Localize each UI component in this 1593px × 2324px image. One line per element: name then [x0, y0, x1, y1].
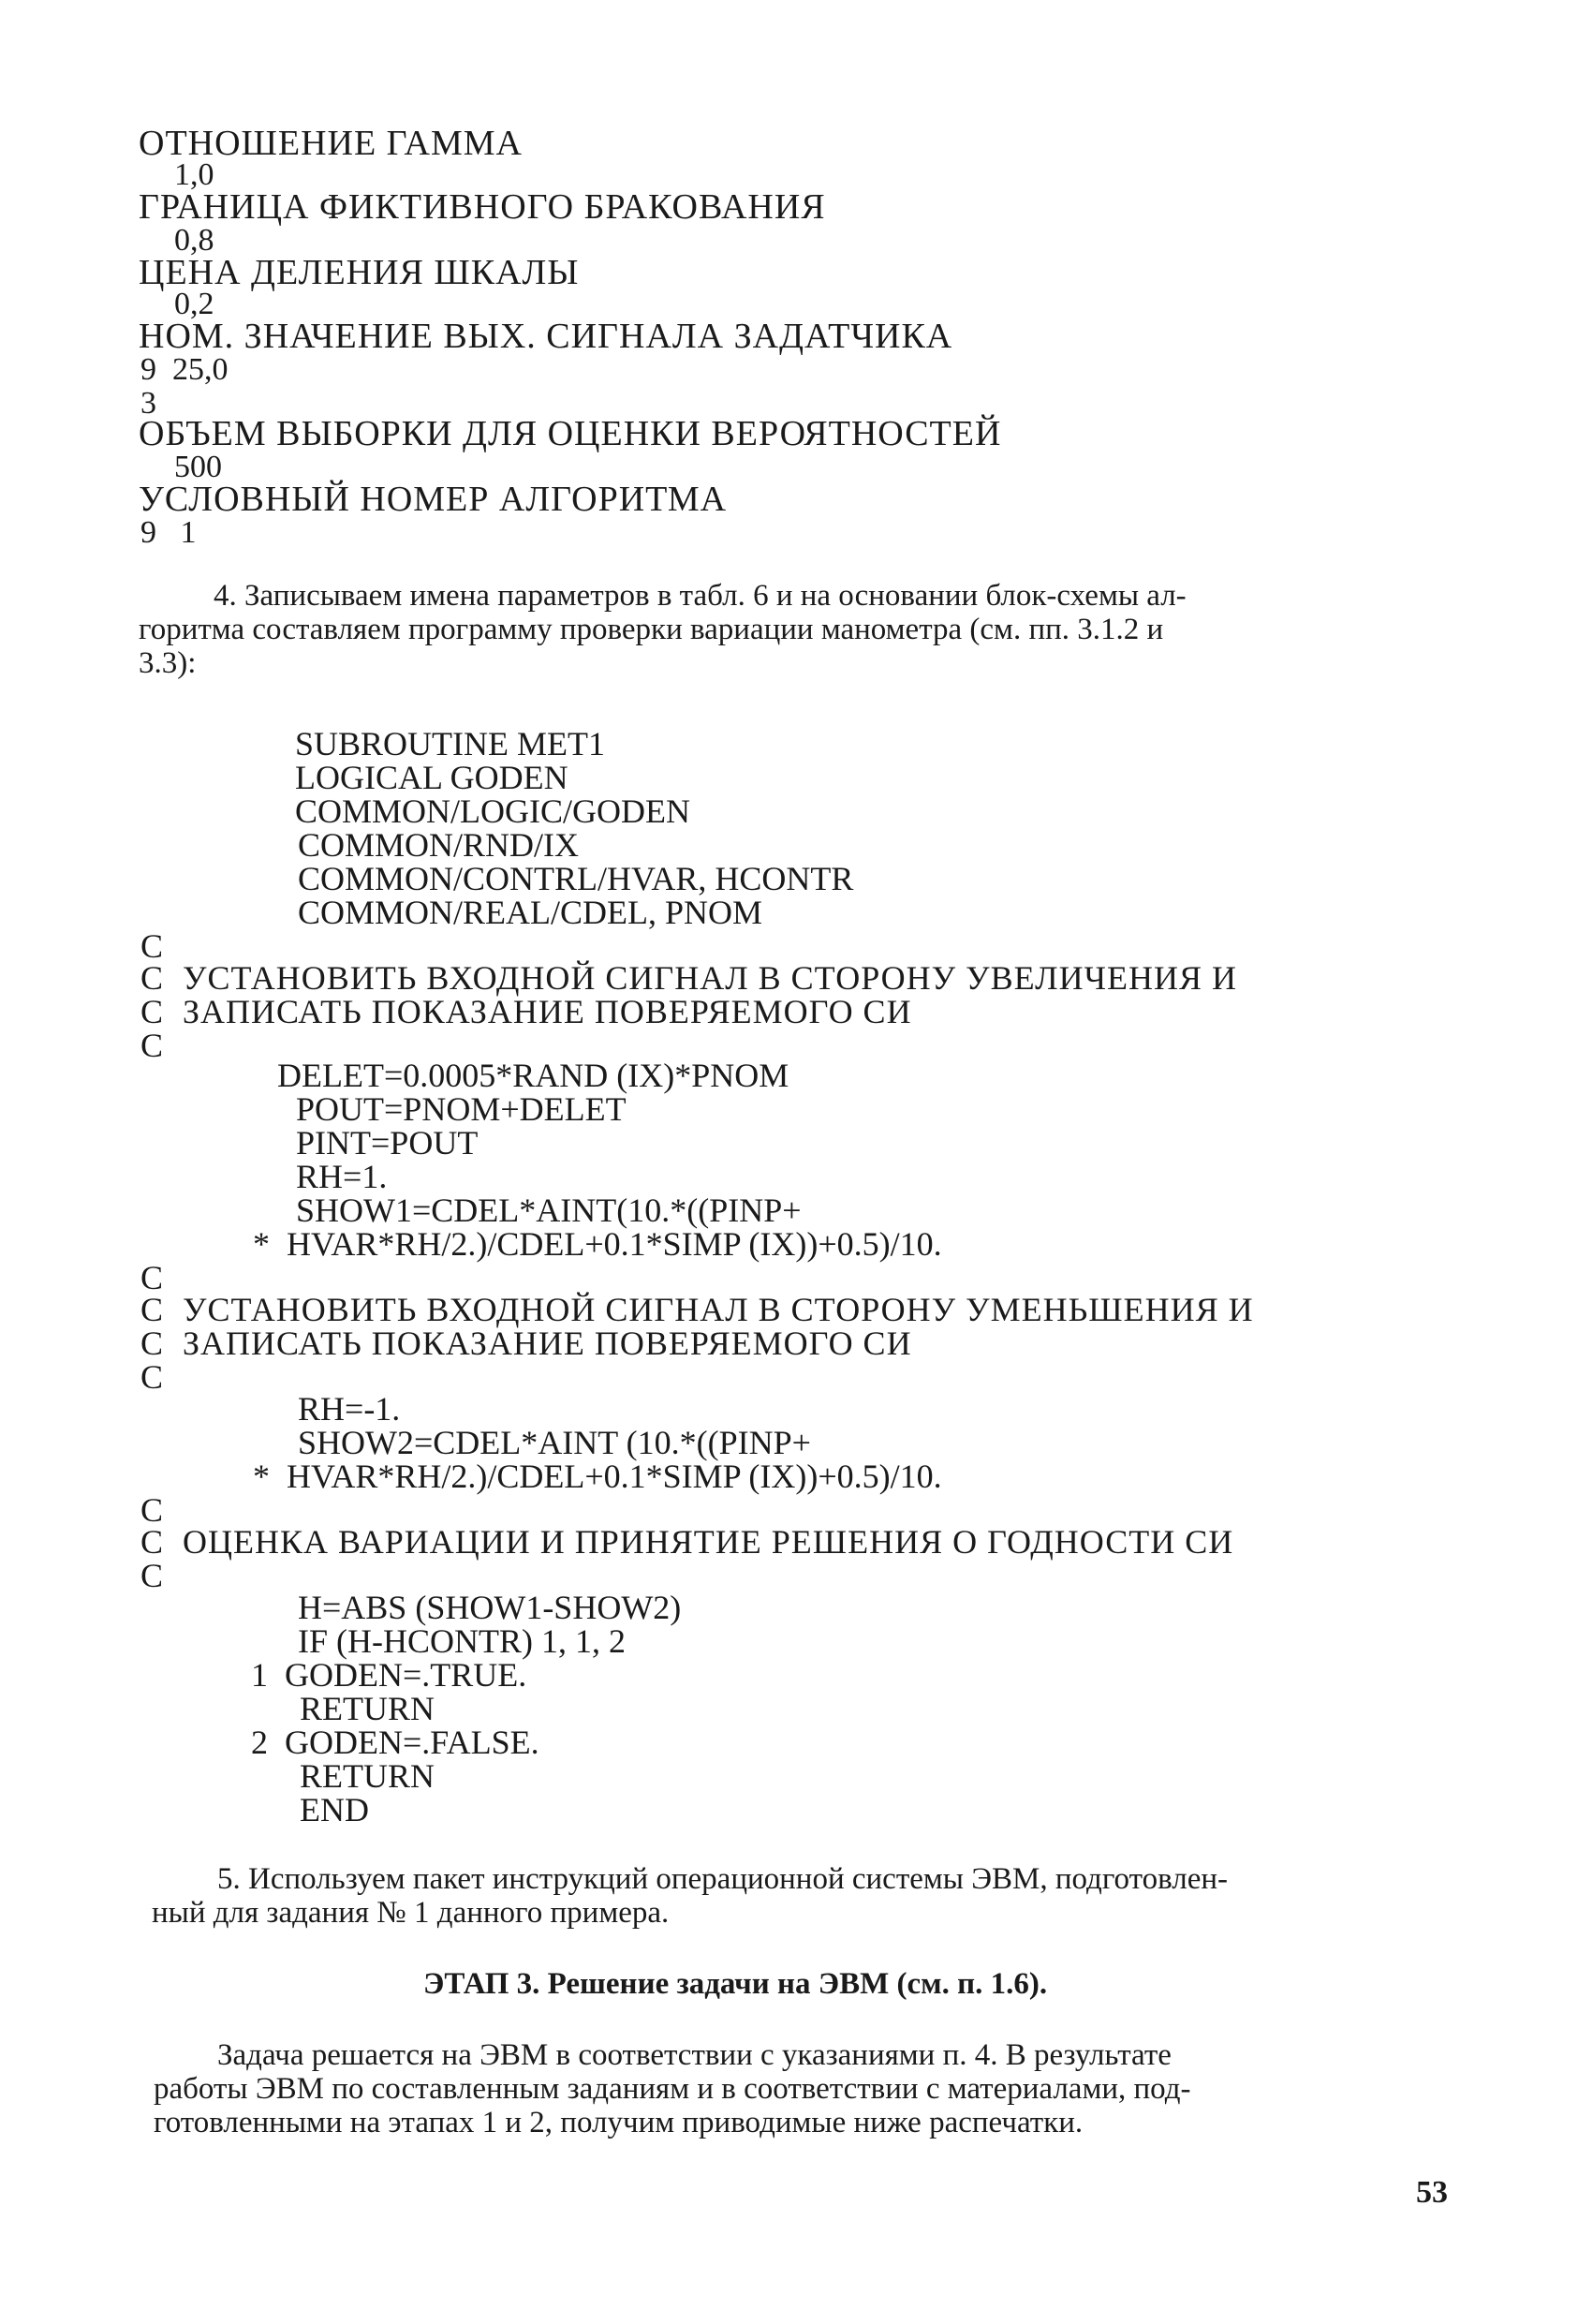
- code-line: SUBROUTINE MET1: [295, 725, 605, 762]
- step4-text: 3.3):: [139, 646, 197, 680]
- code-line: END: [300, 1791, 369, 1828]
- param-value: 1,0: [174, 157, 214, 192]
- step4-text: 4. Записываем имена параметров в табл. 6 и на основании блок-схемы ал-: [214, 579, 1187, 613]
- param-name: ОТНОШЕНИЕ ГАММА: [139, 124, 523, 163]
- code-line: RH=-1.: [298, 1390, 401, 1428]
- code-comment: C: [140, 1491, 164, 1529]
- param-name: УСЛОВНЫЙ НОМЕР АЛГОРИТМА: [139, 480, 728, 519]
- code-comment: C: [140, 1358, 164, 1396]
- step4-text: горитма составляем программу проверки вариации манометра (см. пп. 3.1.2 и: [139, 613, 1164, 646]
- param-name: ГРАНИЦА ФИКТИВНОГО БРАКОВАНИЯ: [139, 187, 826, 227]
- stage3-text: Задача решается на ЭВМ в соответствии с указаниями п. 4. В результате: [217, 2038, 1172, 2072]
- code-line: RETURN: [300, 1690, 435, 1727]
- code-line: H=ABS (SHOW1-SHOW2): [298, 1589, 682, 1626]
- code-line: COMMON/CONTRL/HVAR, HCONTR: [298, 860, 854, 897]
- code-comment: C ЗАПИСАТЬ ПОКАЗАНИЕ ПОВЕРЯЕМОГО СИ: [140, 993, 912, 1030]
- code-comment: C ЗАПИСАТЬ ПОКАЗАНИЕ ПОВЕРЯЕМОГО СИ: [140, 1325, 912, 1362]
- code-line: DELET=0.0005*RAND (IX)*PNOM: [277, 1057, 789, 1094]
- code-line: COMMON/RND/IX: [298, 826, 580, 864]
- code-line: 2 GODEN=.FALSE.: [251, 1724, 539, 1761]
- param-name: ЦЕНА ДЕЛЕНИЯ ШКАЛЫ: [139, 253, 580, 292]
- param-value: 0,2: [174, 287, 214, 321]
- page-number: 53: [1416, 2175, 1448, 2210]
- code-line: 1 GODEN=.TRUE.: [251, 1656, 527, 1694]
- param-value: 9 1: [140, 515, 197, 550]
- code-line: LOGICAL GODEN: [295, 759, 568, 796]
- param-value: 9 25,0: [140, 352, 229, 387]
- step5-text: ный для задания № 1 данного примера.: [152, 1896, 670, 1930]
- code-line: COMMON/LOGIC/GODEN: [295, 792, 690, 830]
- step5-text: 5. Используем пакет инструкций операционной системы ЭВМ, подготовлен-: [217, 1862, 1229, 1896]
- param-value: 0,8: [174, 223, 214, 258]
- stage3-text: готовленными на этапах 1 и 2, получим приводимые ниже распечатки.: [154, 2106, 1084, 2139]
- code-comment: C УСТАНОВИТЬ ВХОДНОЙ СИГНАЛ В СТОРОНУ УВЕЛИЧЕНИЯ И: [140, 959, 1237, 997]
- code-line: POUT=PNOM+DELET: [296, 1090, 627, 1128]
- code-comment: C ОЦЕНКА ВАРИАЦИИ И ПРИНЯТИЕ РЕШЕНИЯ О ГОДНОСТИ СИ: [140, 1523, 1234, 1561]
- code-line: PINT=POUT: [296, 1124, 479, 1162]
- param-value: 500: [174, 450, 222, 484]
- code-line: * HVAR*RH/2.)/CDEL+0.1*SIMP (IX))+0.5)/10.: [253, 1225, 942, 1263]
- param-value: 3: [140, 386, 156, 421]
- code-comment: C: [140, 927, 164, 965]
- code-comment: C: [140, 1259, 164, 1296]
- code-comment: C: [140, 1027, 164, 1064]
- code-line: RH=1.: [296, 1158, 388, 1195]
- stage3-text: работы ЭВМ по составленным заданиям и в соответствии с материалами, под-: [154, 2072, 1191, 2106]
- section-heading: ЭТАП 3. Решение задачи на ЭВМ (см. п. 1.6).: [423, 1967, 1048, 2001]
- param-name: ОБЪЕМ ВЫБОРКИ ДЛЯ ОЦЕНКИ ВЕРОЯТНОСТЕЙ: [139, 414, 1002, 453]
- code-line: SHOW1=CDEL*AINT(10.*((PINP+: [296, 1192, 802, 1229]
- code-line: * HVAR*RH/2.)/CDEL+0.1*SIMP (IX))+0.5)/10.: [253, 1458, 942, 1495]
- code-line: SHOW2=CDEL*AINT (10.*((PINP+: [298, 1424, 811, 1461]
- code-line: IF (H-HCONTR) 1, 1, 2: [298, 1622, 626, 1660]
- code-comment: C УСТАНОВИТЬ ВХОДНОЙ СИГНАЛ В СТОРОНУ УМЕНЬШЕНИЯ И: [140, 1291, 1254, 1328]
- code-line: COMMON/REAL/CDEL, PNOM: [298, 894, 763, 931]
- param-name: НОМ. ЗНАЧЕНИЕ ВЫХ. СИГНАЛА ЗАДАТЧИКА: [139, 317, 953, 356]
- code-line: RETURN: [300, 1757, 435, 1795]
- code-comment: C: [140, 1557, 164, 1594]
